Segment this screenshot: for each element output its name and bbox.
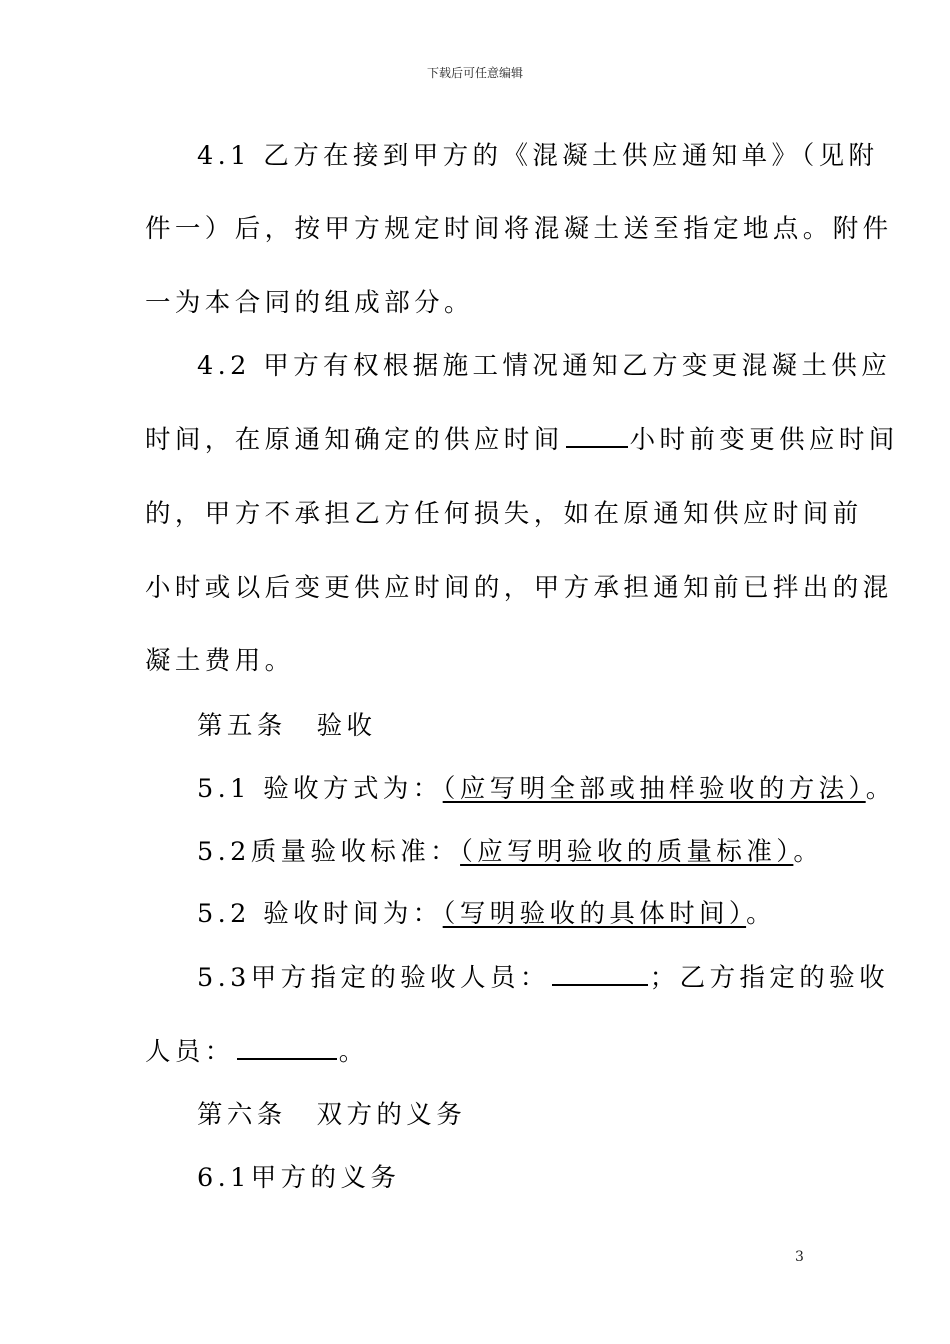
page-header: 下载后可任意编辑 — [426, 66, 523, 80]
clause-4-2-line-3: 的，甲方不承担乙方任何损失，如在原通知供应时间前 — [145, 499, 863, 529]
clause-5-2-quality-value: （应写明验收的质量标准） — [460, 837, 794, 867]
article-6-title: 第六条 双方的义务 — [197, 1100, 467, 1130]
clause-5-2-quality-label: 5.2质量验收标准： — [197, 837, 461, 867]
clause-5-1-end: 。 — [865, 774, 896, 804]
clause-5-3-b: ；乙方指定的验收 — [649, 963, 889, 993]
clause-5-3-c: 人员： — [145, 1037, 235, 1067]
clause-4-2-line-2 — [145, 420, 899, 456]
clause-5-2-quality — [197, 832, 823, 868]
clause-5-2-time-value: （写明验收的具体时间） — [442, 899, 747, 929]
clause-4-1-line-3: 一为本合同的组成部分。 — [145, 288, 474, 318]
party-b-inspector-blank — [237, 1057, 337, 1060]
clause-5-2-time-label: 5.2 验收时间为： — [197, 899, 443, 929]
clause-5-2-quality-end: 。 — [793, 837, 824, 867]
clause-5-1-label: 5.1 验收方式为： — [197, 774, 443, 804]
clause-6-1: 6.1甲方的义务 — [197, 1163, 401, 1193]
clause-4-2-line-4: 小时或以后变更供应时间的，甲方承担通知前已拌出的混 — [145, 573, 893, 603]
clause-4-2-line-2-b: 小时前变更供应时间 — [629, 425, 899, 455]
clause-4-2-line-1: 4.2 甲方有权根据施工情况通知乙方变更混凝土供应 — [197, 351, 892, 381]
article-5-title: 第五条 验收 — [197, 711, 377, 741]
clause-5-3-line-2 — [145, 1032, 369, 1068]
page-number: 3 — [795, 1249, 804, 1265]
clause-4-2-line-5: 凝土费用。 — [145, 646, 295, 676]
clause-5-1-value: （应写明全部或抽样验收的方法） — [442, 774, 866, 804]
clause-5-2-time — [197, 894, 776, 930]
clause-5-3-d: 。 — [338, 1037, 369, 1067]
clause-4-2-line-2-a: 时间，在原通知确定的供应时间 — [145, 425, 564, 455]
clause-5-2-time-end: 。 — [746, 899, 776, 929]
clause-4-1-line-1: 4.1 乙方在接到甲方的《混凝土供应通知单》（见附 — [197, 141, 879, 171]
clause-5-3-a: 5.3甲方指定的验收人员： — [197, 963, 550, 993]
party-a-inspector-blank — [552, 983, 648, 986]
hours-blank — [566, 445, 628, 448]
clause-5-1 — [197, 769, 896, 805]
clause-5-3-line-1 — [197, 958, 889, 994]
clause-4-1-line-2: 件一）后，按甲方规定时间将混凝土送至指定地点。附件 — [145, 214, 893, 244]
